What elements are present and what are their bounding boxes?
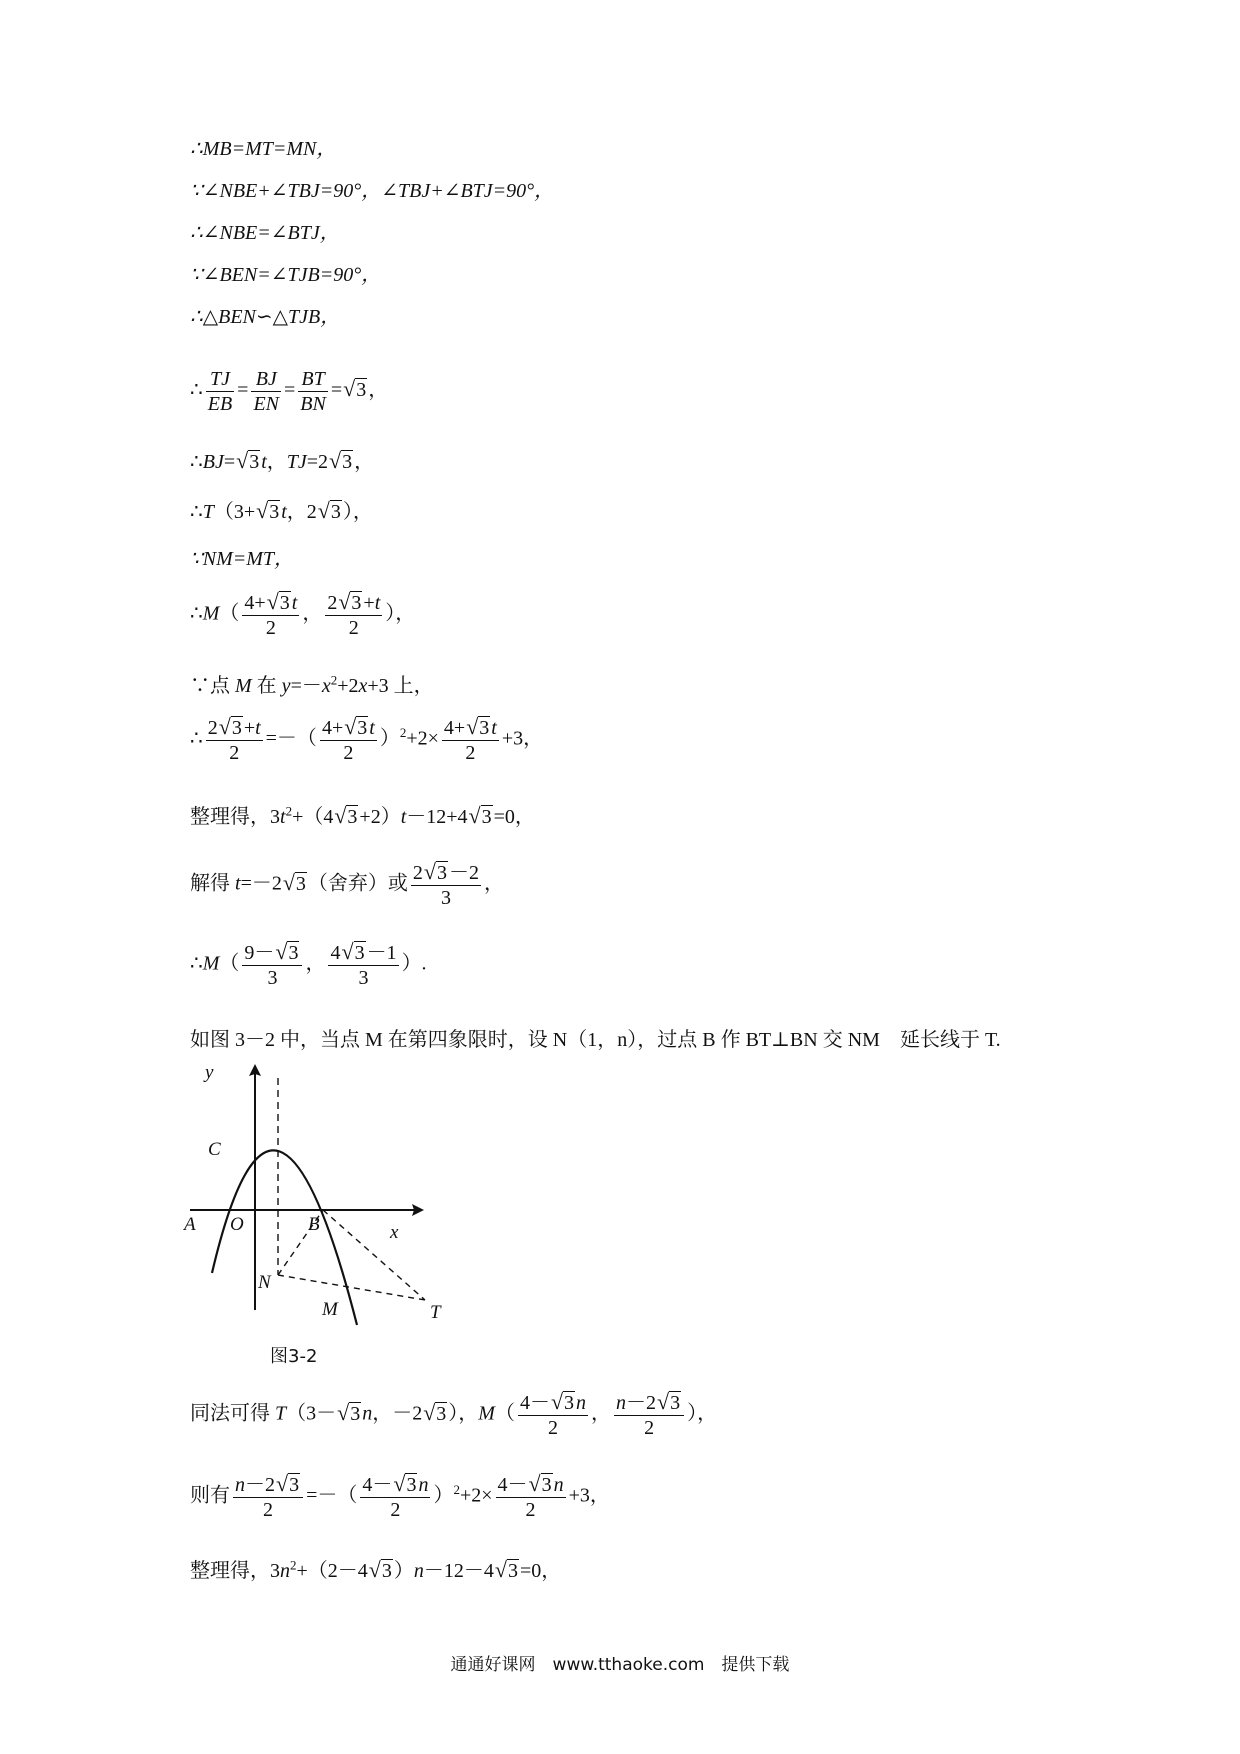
segment-nt: [278, 1275, 425, 1300]
label-y: y: [205, 1062, 214, 1083]
line-1: ∴MB=MT=MN，: [190, 138, 337, 160]
line-12-substitution: ∴ $\frac{2√3 +t}{2}$ =－（ $\frac{4+√3 t}{2}$ ）$^2$+2× $\frac{4+√3 t}{2}$ +3，: [190, 714, 544, 764]
line-9: ∵NM=MT，: [190, 548, 295, 570]
line-8: ∴T（3+√3 t，2√3 ），: [190, 498, 373, 523]
line-14-solution: 解得 t=－2√3 （舍弃）或 $\frac{2√3 -2}{3}$ ，: [190, 859, 504, 909]
figure-caption: 图3-2: [270, 1346, 318, 1367]
label-n: N: [258, 1272, 271, 1293]
line-18-equation: 则有 $\frac{n-2√3}{2}$ =－（ $\frac{4-√3 n}{2}$ ）$^2$+2× $\frac{4-√3 n}{2}$ +3，: [190, 1471, 610, 1521]
label-o: O: [230, 1214, 244, 1235]
line-3: ∴∠NBE=∠BTJ，: [190, 222, 340, 244]
label-b: B: [308, 1214, 320, 1235]
label-a: A: [184, 1214, 196, 1235]
figure-3-2: [180, 1060, 460, 1370]
line-16: 如图 3－2 中，当点 M 在第四象限时，设 N（1，n），过点 B 作 BT⊥BN 交 NM 延长线于 T.: [190, 1029, 1001, 1051]
line-6-ratio-equation: ∴ $\frac{TJ}{EB}$ = $\frac{BJ}{EN}$ = $\frac{BT}{BN}$ =√3 ，: [190, 368, 389, 415]
line-17-similar-result: 同法可得 T（3－√3 n，－2√3 ），M（ $\frac{4-√3 n}{2}$ ， $\frac{n-2√3}{2}$ ），: [190, 1389, 718, 1439]
label-t: T: [430, 1302, 441, 1323]
label-c: C: [208, 1139, 221, 1160]
line-13: 整理得，$3t^2+(4√3 +2)t-12+4√3 =0$，: [190, 803, 535, 828]
segment-bt: [323, 1210, 425, 1300]
line-10-m-coordinates: ∴M（ $\frac{4+√3 t}{2}$ ， $\frac{2√3 +t}{2}$ ），: [190, 589, 416, 639]
line-5: ∴△BEN∽△TJB，: [190, 306, 341, 328]
line-19: 整理得，$3n^2+(2-4√3$ ）n－12－4√3 =0，: [190, 1557, 562, 1582]
line-7: ∴BJ=√3 t，TJ=2√3 ，: [190, 448, 375, 473]
line-2: ∵∠NBE+∠TBJ=90°，∠TBJ+∠BTJ=90°，: [190, 180, 555, 202]
label-m: M: [322, 1299, 338, 1320]
line-11: ∵点 M 在 $y=-x^2+2x+3$ 上，: [190, 672, 434, 697]
line-4: ∵∠BEN=∠TJB=90°，: [190, 264, 382, 286]
footer-watermark: 通通好课网 www.tthaoke.com 提供下载: [450, 1655, 790, 1675]
line-15-m-result: ∴M（ $\frac{9-√3}{3}$ ， $\frac{4√3 -1}{3}$ ）.: [190, 939, 427, 989]
label-x: x: [390, 1222, 399, 1243]
